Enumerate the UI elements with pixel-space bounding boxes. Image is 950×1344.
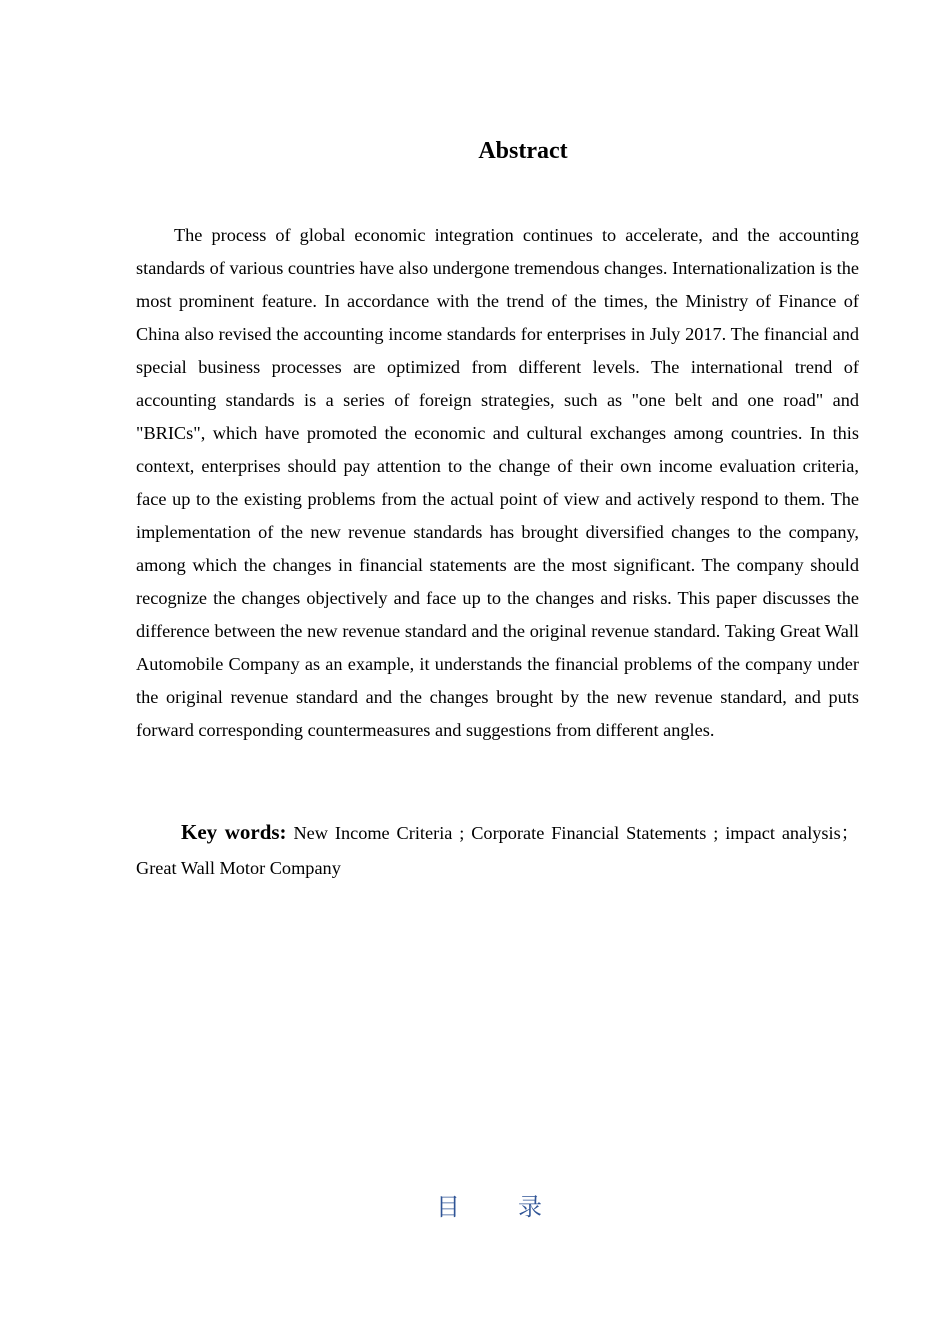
- toc-heading: 目录: [436, 1193, 600, 1221]
- keywords-label: Key words:: [181, 820, 287, 844]
- abstract-body: The process of global economic integration continues to accelerate, and the accounting standards of various countries have also undergone tremendous changes. Internationalization is the most prominent feature. In accordance with the trend of the times, the Ministry of Finance of China also revised the accounting income standards for enterprises in July 2017. The financial and special business processes are optimized from different levels. The international trend of accounting standards is a series of foreign strategies, such as "one belt and one road" and "BRICs", which have promoted the economic and cultural exchanges among countries. In this context, enterprises should pay attention to the change of their own income evaluation criteria, face up to the existing problems from the actual point of view and actively respond to them. The implementation of the new revenue standards has brought diversified changes to the company, among which the changes in financial statements are the most significant. The company should recognize the changes objectively and face up to the changes and risks. This paper discusses the difference between the new revenue standard and the original revenue standard. Taking Great Wall Automobile Company as an example, it understands the financial problems of the company under the original revenue standard and the changes brought by the new revenue standard, and puts forward corresponding countermeasures and suggestions from different angles.: [136, 225, 859, 740]
- abstract-title: Abstract: [478, 138, 568, 164]
- keywords-paragraph: [136, 815, 859, 886]
- keywords-text: New Income Criteria ; Corporate Financial Statements ; impact analysis；Great Wall Motor Company: [136, 823, 859, 878]
